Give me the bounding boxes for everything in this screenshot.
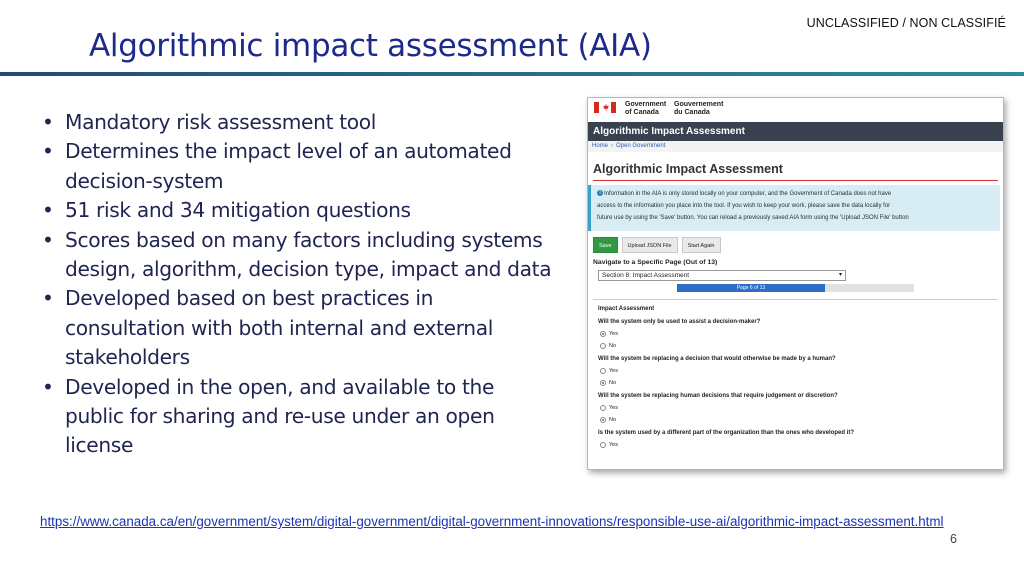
bullet-icon: • — [42, 198, 54, 223]
page-select[interactable] — [598, 270, 846, 281]
breadcrumb-home[interactable]: Home — [592, 143, 609, 149]
bullet-item — [38, 108, 558, 137]
question-text: Will the system be replacing a decision that would otherwise be made by a human? — [598, 356, 836, 362]
slide-title: Algorithmic impact assessment (AIA) — [89, 28, 652, 64]
radio-icon[interactable] — [600, 405, 606, 411]
radio-option[interactable] — [588, 337, 1003, 349]
radio-selected-icon[interactable] — [600, 331, 606, 337]
option-label: No — [609, 380, 617, 386]
aia-tool-screenshot — [587, 97, 1004, 470]
breadcrumb-open-government[interactable]: Open Government — [616, 143, 666, 149]
bullet-icon: • — [42, 139, 54, 164]
bullet-item — [38, 284, 558, 372]
bullet-text: Developed based on best practices in consultation with both internal and external stakeholders — [65, 286, 494, 370]
option-label: Yes — [609, 442, 618, 448]
radio-option[interactable] — [588, 411, 1003, 423]
info-alert — [588, 185, 1000, 231]
radio-option[interactable] — [588, 374, 1003, 386]
title-divider — [0, 72, 1024, 76]
radio-selected-icon[interactable] — [600, 380, 606, 386]
radio-option[interactable] — [588, 436, 1003, 448]
save-button[interactable]: Save — [593, 237, 618, 253]
page-select-value: Section 8: Impact Assessment — [602, 272, 690, 279]
radio-option[interactable] — [588, 399, 1003, 411]
canada-flag-icon — [594, 102, 616, 113]
bullet-text: Scores based on many factors including systems design, algorithm, decision type, impact and data — [65, 227, 552, 282]
info-line: future use by using the 'Save' button. You can reload a previously saved AIA form using the 'Upload JSON File' button — [597, 215, 909, 221]
bullet-icon: • — [42, 286, 54, 311]
radio-icon[interactable] — [600, 343, 606, 349]
question-text: Will the system only be used to assist a decision-maker? — [598, 319, 761, 325]
progress-bar — [677, 284, 914, 292]
bullet-text: 51 risk and 34 mitigation questions — [65, 198, 411, 223]
page-heading: Algorithmic Impact Assessment — [593, 162, 783, 176]
app-title-bar: Algorithmic Impact Assessment — [588, 122, 1003, 141]
option-label: No — [609, 343, 617, 349]
gc-header — [588, 98, 1003, 122]
page-navigation-label: Navigate to a Specific Page (Out of 13) — [593, 259, 718, 266]
bullet-list — [38, 108, 558, 461]
bullet-icon: • — [42, 374, 54, 399]
radio-option[interactable] — [588, 325, 1003, 337]
gov-wordmark-en: Government of Canada — [625, 101, 667, 116]
bullet-text: Developed in the open, and available to the public for sharing and re-use under an open license — [65, 374, 495, 458]
bullet-icon: • — [42, 110, 54, 134]
info-icon: i — [597, 190, 603, 196]
option-label: Yes — [609, 331, 618, 337]
radio-icon[interactable] — [600, 368, 606, 374]
info-line: access to the information you place into the tool. If you wish to keep your work, please save the data locally for — [597, 203, 891, 209]
question-text: Is the system used by a different part of the organization than the ones who developed it? — [598, 430, 855, 436]
radio-selected-icon[interactable] — [600, 417, 606, 423]
option-label: Yes — [609, 368, 618, 374]
bullet-text: Determines the impact level of an automated decision-system — [65, 139, 512, 193]
question-text: Will the system be replacing human decisions that require judgement or discretion? — [598, 393, 838, 399]
section-title: Impact Assessment — [598, 306, 655, 312]
page-number: 6 — [950, 532, 957, 546]
bullet-item — [38, 137, 558, 196]
gov-wordmark-fr: Gouvernement du Canada — [674, 101, 724, 116]
heading-underline — [593, 180, 998, 181]
bullet-item — [38, 196, 558, 225]
classification-label: UNCLASSIFIED / NON CLASSIFIÉ — [806, 16, 1006, 30]
option-label: No — [609, 417, 617, 423]
info-line: Information in the AIA is only stored locally on your computer, and the Government of Canada does not have — [604, 191, 892, 197]
bullet-text: Mandatory risk assessment tool — [65, 110, 377, 134]
action-buttons — [588, 231, 1003, 255]
chevron-right-icon: › — [611, 143, 614, 149]
breadcrumb — [588, 141, 1003, 152]
upload-json-button[interactable]: Upload JSON File — [622, 237, 678, 253]
progress-label: Page 6 of 13 — [736, 285, 766, 291]
radio-option[interactable] — [588, 362, 1003, 374]
bullet-item — [38, 226, 558, 285]
bullet-item — [38, 373, 558, 461]
bullet-icon: • — [42, 227, 54, 252]
chevron-down-icon: ▾ — [838, 272, 842, 278]
source-link[interactable]: https://www.canada.ca/en/government/system/digital-government/digital-government-innovations/responsible-use-ai/algorithmic-impact-assessment.html — [40, 514, 944, 529]
start-again-button[interactable]: Start Again — [682, 237, 721, 253]
radio-icon[interactable] — [600, 442, 606, 448]
option-label: Yes — [609, 405, 618, 411]
